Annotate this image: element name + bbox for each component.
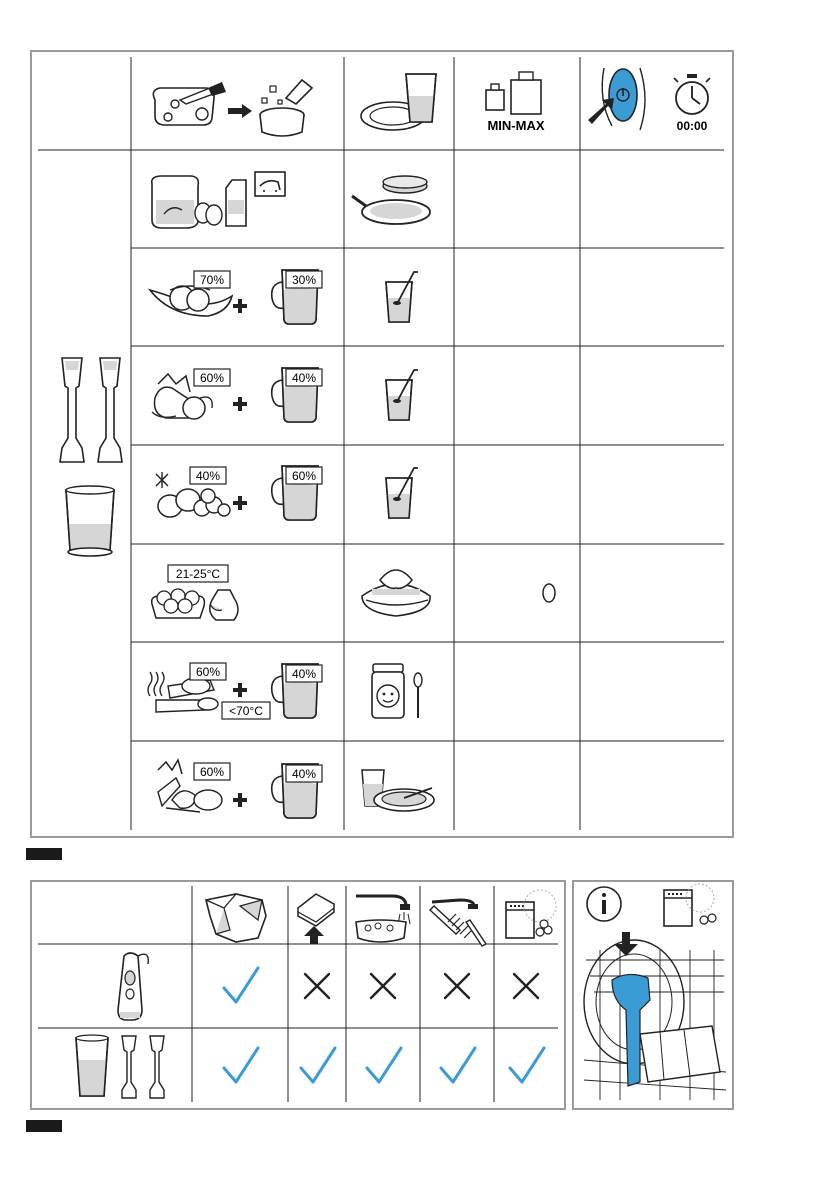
mayonnaise-temperature: 21-25°C xyxy=(175,567,221,581)
dishwasher-icon xyxy=(664,884,716,926)
sponge-icon xyxy=(298,894,334,944)
cross-icon-sponge xyxy=(305,974,329,998)
mayonnaise-hotdog-icon xyxy=(362,570,430,616)
timer-icon xyxy=(674,74,710,114)
check-icon-wipe-cloth xyxy=(224,968,258,1002)
cooked-vegetables-icon xyxy=(156,678,218,712)
check-icon-rinse-under-tap xyxy=(367,1048,401,1082)
steam-icon xyxy=(148,672,164,696)
info-icon xyxy=(587,887,621,921)
weight-range-label: MIN-MAX xyxy=(487,118,545,133)
plus-icon xyxy=(233,683,247,697)
frozen-smoothie-fruit-percent: 40% xyxy=(195,469,221,483)
check-icon-sponge xyxy=(301,1048,335,1082)
pancake-pan-icon xyxy=(352,176,430,224)
vegetable-smoothie-vegetable-percent: 60% xyxy=(199,371,225,385)
plus-icon xyxy=(233,299,247,313)
baby-food-temperature: <70°C xyxy=(229,704,263,718)
fruit-smoothie-fruit-percent: 70% xyxy=(199,273,225,287)
cleaning-results-motor-unit xyxy=(224,968,538,1002)
smoothie-glass-icon xyxy=(386,370,418,420)
check-icon-wipe-cloth xyxy=(224,1048,258,1082)
rinse-under-tap-icon xyxy=(356,896,410,942)
baby-food-vegetable-percent: 60% xyxy=(195,665,221,679)
figure-marker xyxy=(26,848,62,860)
dishwasher-safe-icon xyxy=(506,890,556,938)
soup-liquid-percent: 40% xyxy=(291,767,317,781)
baby-food-jar-icon xyxy=(372,664,422,718)
weight-icon xyxy=(486,72,541,114)
prepare-ingredients-icon xyxy=(153,80,312,136)
soup-vegetable-percent: 60% xyxy=(199,765,225,779)
plus-icon xyxy=(233,496,247,510)
dishwasher-rack-illustration xyxy=(584,932,726,1100)
check-icon-dishwasher xyxy=(510,1048,544,1082)
blender-attachments-icon xyxy=(60,358,122,556)
cleaning-results-beaker-and-blender-feet xyxy=(224,1048,544,1082)
check-icon-brush xyxy=(441,1048,475,1082)
figure-marker xyxy=(26,1120,62,1132)
baby-food-liquid-percent: 40% xyxy=(291,667,317,681)
fruit-smoothie-ingredients-icon xyxy=(150,286,232,316)
power-button-icon xyxy=(588,68,645,130)
soup-plate-glass-icon xyxy=(362,770,434,811)
serving-plate-glass-icon xyxy=(361,74,436,130)
single-egg-icon xyxy=(543,584,555,602)
cross-icon-dishwasher xyxy=(514,974,538,998)
motor-unit-icon xyxy=(118,953,148,1020)
batter-ingredients-icon xyxy=(152,172,285,228)
plus-icon xyxy=(233,397,247,411)
smoothie-glass-icon xyxy=(386,272,418,322)
cleaning-table-graphics xyxy=(0,860,840,1120)
timer-readout: 00:00 xyxy=(676,119,708,133)
wipe-cloth-icon xyxy=(206,894,266,942)
eggs-oil-icon xyxy=(152,589,238,620)
vegetable-smoothie-liquid-percent: 40% xyxy=(291,371,317,385)
frozen-smoothie-liquid-percent: 60% xyxy=(291,469,317,483)
brush-icon xyxy=(430,900,486,946)
cross-icon-rinse-under-tap xyxy=(371,974,395,998)
cross-icon-brush xyxy=(445,974,469,998)
plus-icon xyxy=(233,793,247,807)
beaker-and-feet-icon xyxy=(76,1035,164,1098)
smoothie-glass-icon xyxy=(386,468,418,518)
fruit-smoothie-liquid-percent: 30% xyxy=(291,273,317,287)
